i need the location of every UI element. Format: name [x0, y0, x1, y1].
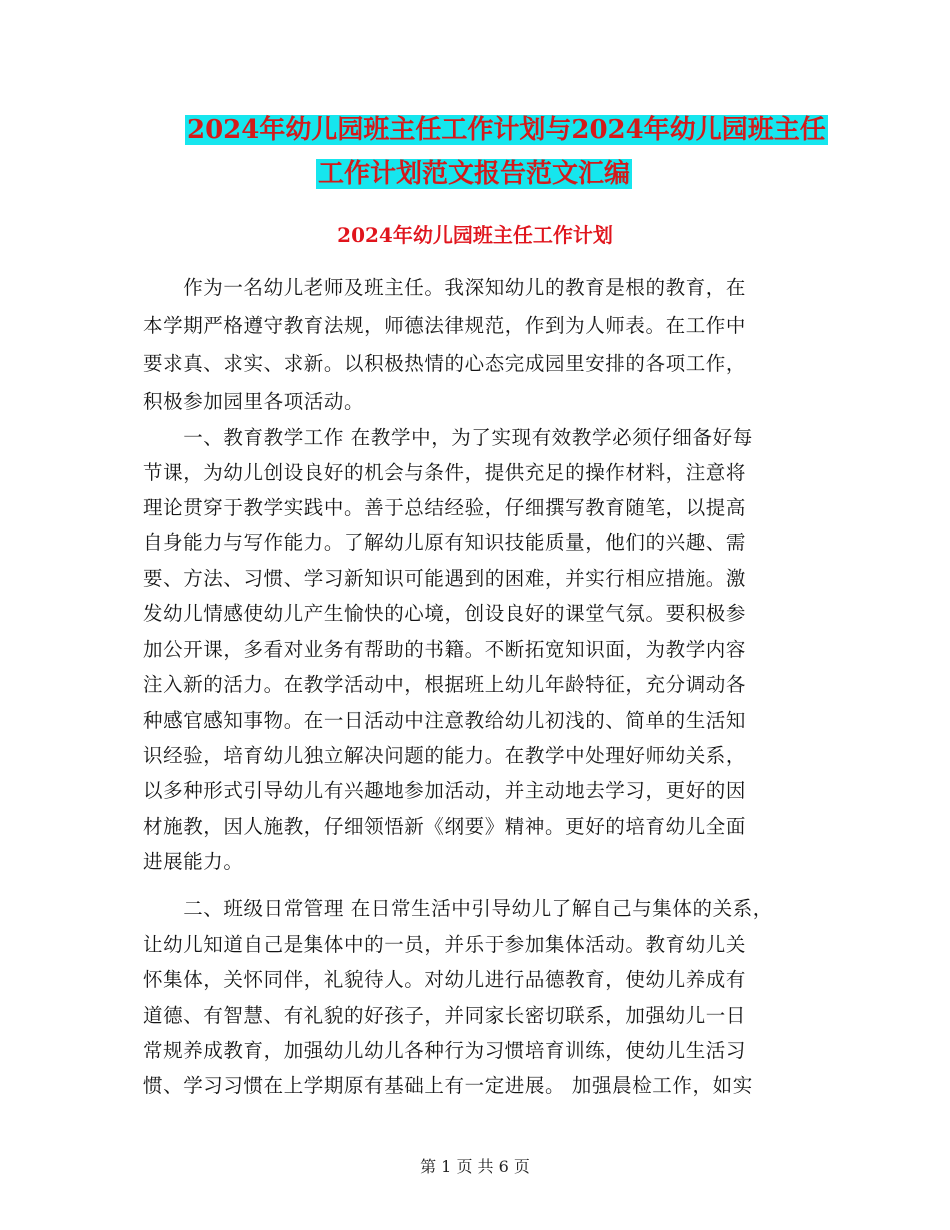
- body-line: 道德、有智慧、有礼貌的好孩子，并同家长密切联系，加强幼儿一日: [143, 1004, 747, 1027]
- title-highlight: 2024年幼儿园班主任工作计划与2024年幼儿园班主任: [187, 115, 826, 145]
- body-line: 注入新的活力。在教学活动中，根据班上幼儿年龄特征，充分调动各: [143, 673, 747, 696]
- body-line: 积极参加园里各项活动。: [143, 390, 365, 413]
- body-line: 加公开课，多看对业务有帮助的书籍。不断拓宽知识面，为教学内容: [143, 638, 747, 661]
- body-line: 本学期严格遵守教育法规，师德法律规范，作到为人师表。在工作中: [143, 314, 747, 337]
- document-title-line-1: [185, 112, 828, 148]
- body-line: 作为一名幼儿老师及班主任。我深知幼儿的教育是根的教育，在: [143, 276, 747, 299]
- body-line: 一、教育教学工作 在教学中，为了实现有效教学必须仔细备好每: [143, 426, 753, 449]
- body-line: 二、班级日常管理 在日常生活中引导幼儿了解自己与集体的关系，: [143, 897, 773, 920]
- body-line: 自身能力与写作能力。了解幼儿原有知识技能质量，他们的兴趣、需: [143, 531, 747, 554]
- body-line: 进展能力。: [143, 850, 244, 873]
- title-highlight: 工作计划范文报告范文汇编: [318, 159, 631, 189]
- section-heading: 2024年幼儿园班主任工作计划: [337, 223, 613, 247]
- body-line: 种感官感知事物。在一日活动中注意教给幼儿初浅的、简单的生活知: [143, 709, 747, 732]
- body-line: 要求真、求实、求新。以积极热情的心态完成园里安排的各项工作，: [143, 352, 747, 375]
- body-line: 识经验，培育幼儿独立解决问题的能力。在教学中处理好师幼关系，: [143, 744, 747, 767]
- body-line: 以多种形式引导幼儿有兴趣地参加活动，并主动地去学习，更好的因: [143, 779, 747, 802]
- body-line: 节课，为幼儿创设良好的机会与条件，提供充足的操作材料，注意将: [143, 461, 747, 484]
- body-line: 要、方法、习惯、学习新知识可能遇到的困难，并实行相应措施。激: [143, 567, 747, 590]
- body-line: 惯、学习习惯在上学期原有基础上有一定进展。 加强晨检工作，如实: [143, 1074, 753, 1097]
- page-footer: 第 1 页 共 6 页: [420, 1157, 530, 1176]
- body-line: 理论贯穿于教学实践中。善于总结经验，仔细撰写教育随笔，以提高: [143, 496, 747, 519]
- body-line: 怀集体，关怀同伴，礼貌待人。对幼儿进行品德教育，使幼儿养成有: [143, 968, 747, 991]
- body-line: 发幼儿情感使幼儿产生愉快的心境，创设良好的课堂气氛。要积极参: [143, 602, 747, 625]
- document-title-line-2: [316, 156, 632, 192]
- body-line: 让幼儿知道自己是集体中的一员，并乐于参加集体活动。教育幼儿关: [143, 933, 747, 956]
- body-line: 常规养成教育，加强幼儿幼儿各种行为习惯培育训练，使幼儿生活习: [143, 1039, 747, 1062]
- body-line: 材施教，因人施教，仔细领悟新《纲要》精神。更好的培育幼儿全面: [143, 815, 747, 838]
